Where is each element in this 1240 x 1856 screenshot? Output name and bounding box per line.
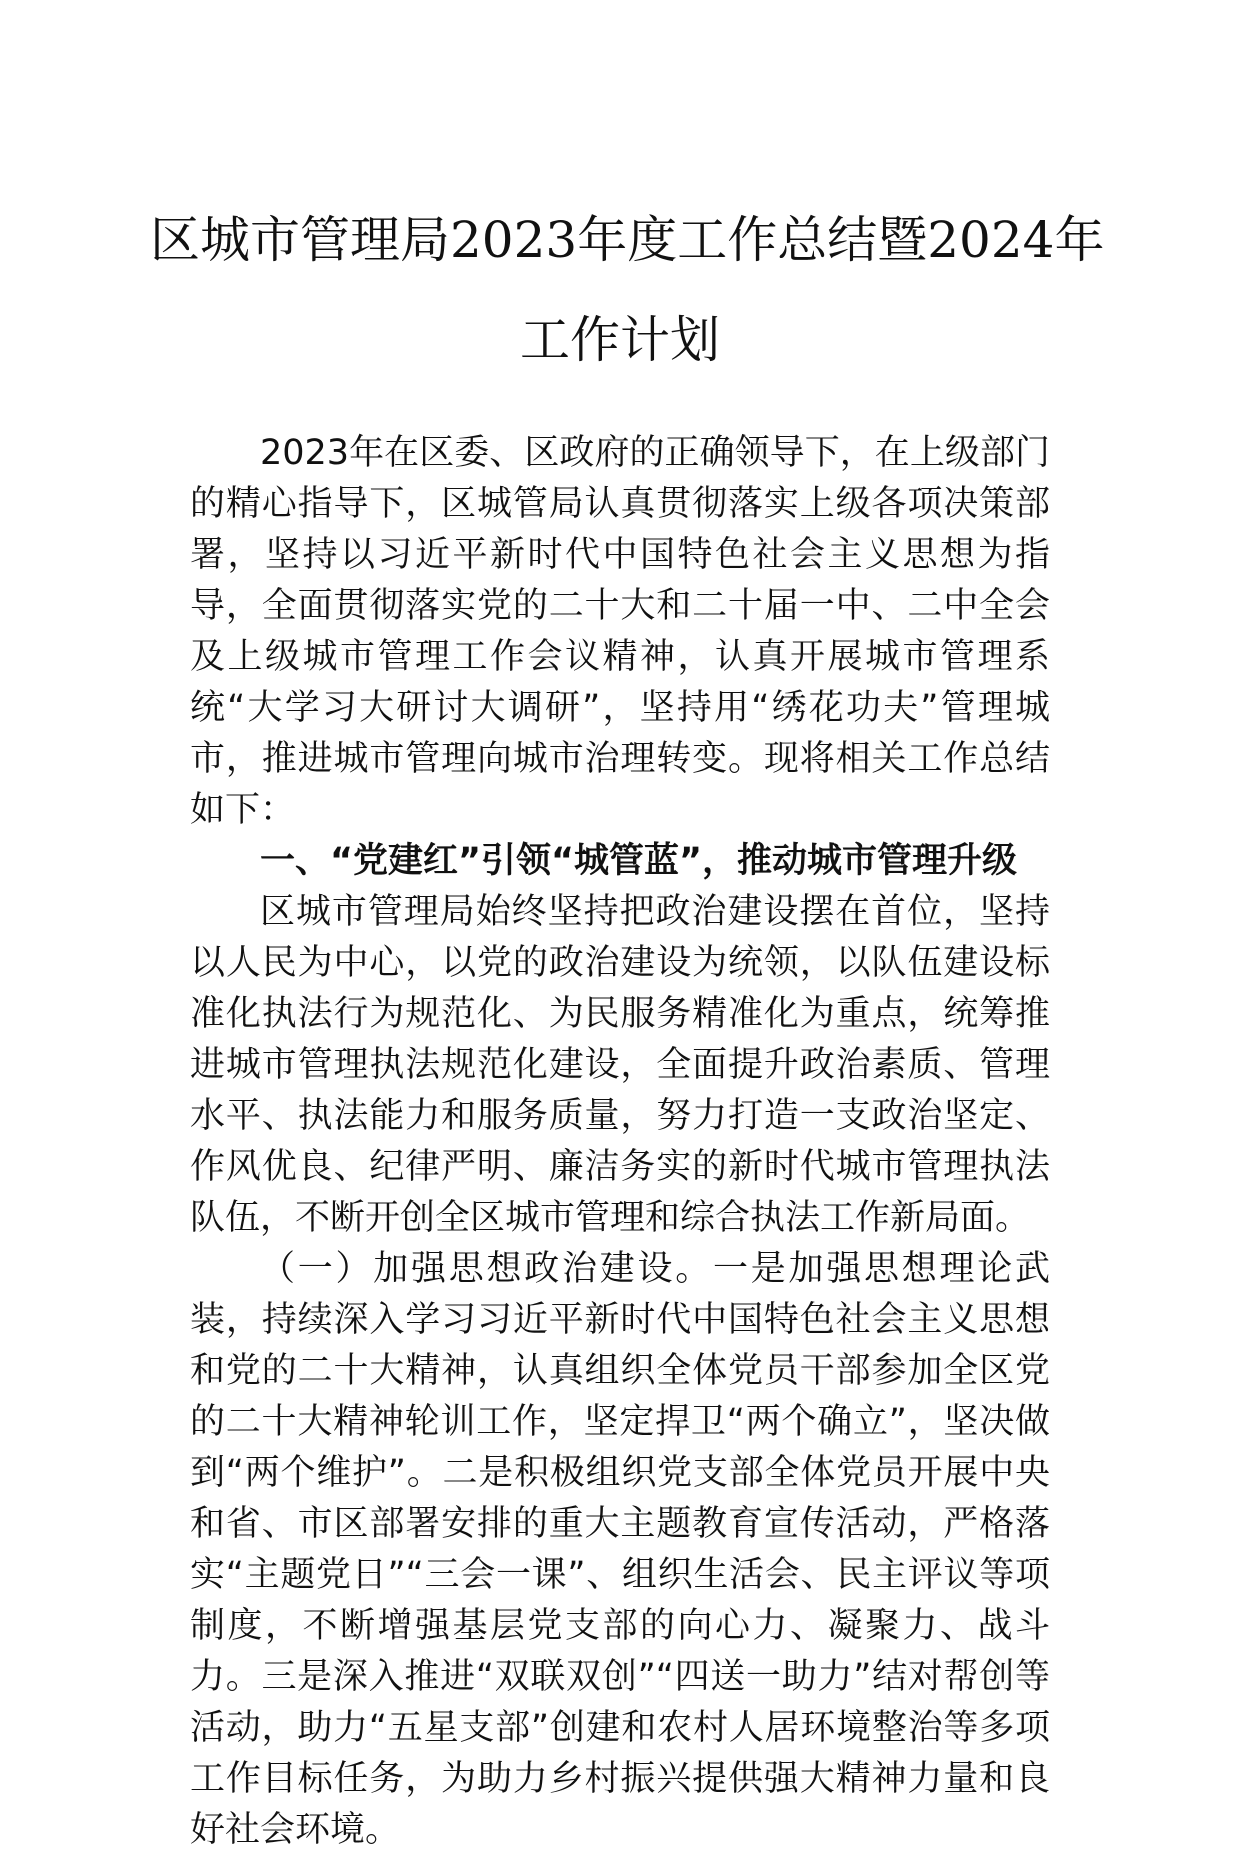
title-line-1: 区城市管理局2023年度工作总结暨2024年	[150, 211, 1105, 269]
section-heading-1: 一、“党建红”引领“城管蓝”，推动城市管理升级	[260, 841, 1018, 881]
intro-paragraph: 2023年在区委、区政府的正确领导下，在上级部门的精心指导下，区城管局认真贯彻落实上级各项决策部署，坚持以习近平新时代中国特色社会主义思想为指导，全面贯彻落实党的二十大和二十届一中、二中全会及上级城市管理工作会议精神，认真开展城市管理系统“大学习大研讨大调研”，坚持用“绣花功夫”管理城市，推进城市管理向城市治理转变。现将相关工作总结如下：	[190, 433, 1050, 830]
document-body	[190, 428, 1050, 1856]
title-line-2: 工作计划	[520, 311, 720, 369]
subsection-1-paragraph: （一）加强思想政治建设。一是加强思想理论武装，持续深入学习习近平新时代中国特色社会主义思想和党的二十大精神，认真组织全体党员干部参加全区党的二十大精神轮训工作，坚定捍卫“两个确立”，坚决做到“两个维护”。二是积极组织党支部全体党员开展中央和省、市区部署安排的重大主题教育宣传活动，严格落实“主题党日”“三会一课”、组织生活会、民主评议等项制度，不断增强基层党支部的向心力、凝聚力、战斗力。三是深入推进“双联双创”“四送一助力”结对帮创等活动，助力“五星支部”创建和农村人居环境整治等多项工作目标任务，为助力乡村振兴提供强大精神力量和良好社会环境。	[190, 1249, 1050, 1850]
document-title	[150, 190, 1105, 390]
section-1-paragraph: 区城市管理局始终坚持把政治建设摆在首位，坚持以人民为中心，以党的政治建设为统领，以队伍建设标准化执法行为规范化、为民服务精准化为重点，统筹推进城市管理执法规范化建设，全面提升政治素质、管理水平、执法能力和服务质量，努力打造一支政治坚定、作风优良、纪律严明、廉洁务实的新时代城市管理执法队伍，不断开创全区城市管理和综合执法工作新局面。	[190, 892, 1050, 1238]
